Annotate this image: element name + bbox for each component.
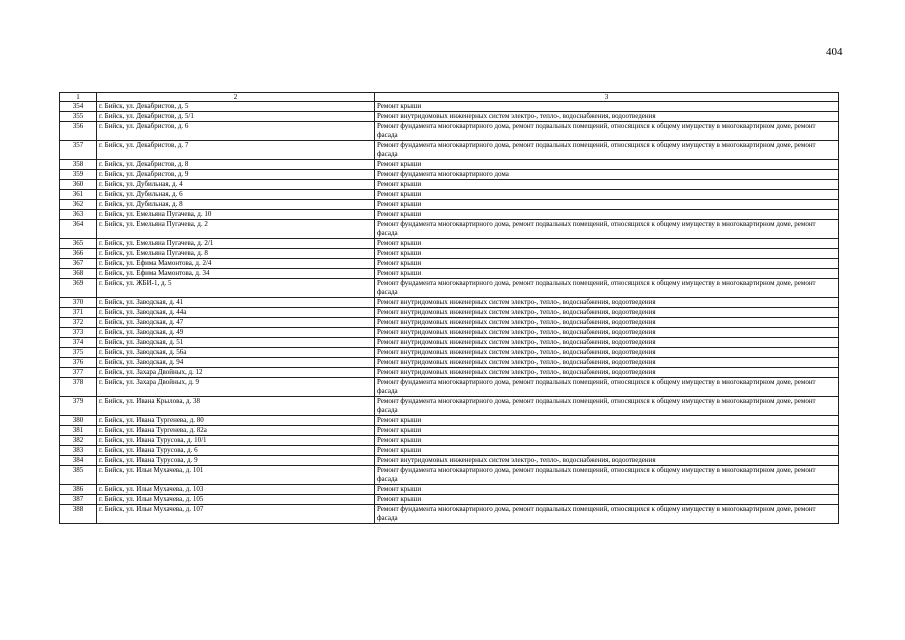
row-address: г. Бийск, ул. Дубильная, д. 4 — [97, 180, 375, 190]
row-number: 371 — [60, 308, 97, 318]
row-work-type: Ремонт крыши — [375, 416, 839, 426]
row-number: 379 — [60, 397, 97, 416]
row-address: г. Бийск, ул. Емельяна Пугачева, д. 8 — [97, 249, 375, 259]
table-row — [60, 338, 839, 348]
row-number: 363 — [60, 210, 97, 220]
row-address: г. Бийск, ул. Заводская, д. 49 — [97, 328, 375, 338]
row-number: 370 — [60, 298, 97, 308]
row-address: г. Бийск, ул. Емельяна Пугачева, д. 2 — [97, 220, 375, 239]
row-address: г. Бийск, ул. Ивана Тургенева, д. 82а — [97, 426, 375, 436]
row-number: 359 — [60, 170, 97, 180]
row-address: г. Бийск, ул. Декабристов, д. 5/1 — [97, 112, 375, 122]
table-row — [60, 141, 839, 160]
row-work-type: Ремонт крыши — [375, 269, 839, 279]
row-number: 357 — [60, 141, 97, 160]
row-work-type: Ремонт крыши — [375, 239, 839, 249]
row-address: г. Бийск, ул. Ильи Мухачева, д. 101 — [97, 466, 375, 485]
table-row — [60, 328, 839, 338]
table-row — [60, 436, 839, 446]
row-work-type: Ремонт внутридомовых инженерных систем электро-, тепло-, водоснабжения, водоотведения — [375, 338, 839, 348]
row-number: 369 — [60, 279, 97, 298]
row-address: г. Бийск, ул. Ивана Турусова, д. 6 — [97, 446, 375, 456]
row-number: 377 — [60, 368, 97, 378]
row-work-type: Ремонт внутридомовых инженерных систем электро-, тепло-, водоснабжения, водоотведения — [375, 348, 839, 358]
row-address: г. Бийск, ул. Ивана Тургенева, д. 80 — [97, 416, 375, 426]
table-row — [60, 112, 839, 122]
row-address: г. Бийск, ул. Ильи Мухачева, д. 105 — [97, 495, 375, 505]
header-row — [60, 93, 839, 102]
row-number: 386 — [60, 485, 97, 495]
row-work-type: Ремонт внутридомовых инженерных систем электро-, тепло-, водоснабжения, водоотведения — [375, 328, 839, 338]
row-number: 365 — [60, 239, 97, 249]
row-number: 354 — [60, 102, 97, 112]
row-number: 374 — [60, 338, 97, 348]
row-address: г. Бийск, ул. Заводская, д. 47 — [97, 318, 375, 328]
table-body — [60, 102, 839, 524]
table-row — [60, 298, 839, 308]
row-work-type: Ремонт крыши — [375, 436, 839, 446]
row-address: г. Бийск, ул. Декабристов, д. 9 — [97, 170, 375, 180]
row-work-type: Ремонт крыши — [375, 210, 839, 220]
row-work-type: Ремонт крыши — [375, 426, 839, 436]
row-address: г. Бийск, ул. Декабристов, д. 8 — [97, 160, 375, 170]
table-row — [60, 426, 839, 436]
row-number: 384 — [60, 456, 97, 466]
row-number: 360 — [60, 180, 97, 190]
table-row — [60, 378, 839, 397]
table-row — [60, 122, 839, 141]
table-row — [60, 308, 839, 318]
row-number: 361 — [60, 190, 97, 200]
row-work-type: Ремонт внутридомовых инженерных систем электро-, тепло-, водоснабжения, водоотведения — [375, 358, 839, 368]
row-work-type: Ремонт крыши — [375, 200, 839, 210]
row-number: 362 — [60, 200, 97, 210]
row-work-type: Ремонт фундамента многоквартирного дома, ремонт подвальных помещений, относящихся к общему имуществу в многоквартирном доме, ремонт фасада — [375, 397, 839, 416]
row-number: 381 — [60, 426, 97, 436]
table-row — [60, 190, 839, 200]
table-row — [60, 200, 839, 210]
table-row — [60, 466, 839, 485]
table-row — [60, 170, 839, 180]
row-address: г. Бийск, ул. Ильи Мухачева, д. 103 — [97, 485, 375, 495]
row-work-type: Ремонт крыши — [375, 446, 839, 456]
page-number: 404 — [826, 46, 843, 58]
row-address: г. Бийск, ул. Декабристов, д. 5 — [97, 102, 375, 112]
header-col-3: 3 — [375, 93, 839, 102]
row-address: г. Бийск, ул. Заводская, д. 94 — [97, 358, 375, 368]
header-col-2: 2 — [97, 93, 375, 102]
row-work-type: Ремонт крыши — [375, 160, 839, 170]
table-row — [60, 416, 839, 426]
row-number: 364 — [60, 220, 97, 239]
row-address: г. Бийск, ул. Дубильная, д. 8 — [97, 200, 375, 210]
row-work-type: Ремонт крыши — [375, 495, 839, 505]
row-work-type: Ремонт крыши — [375, 180, 839, 190]
row-work-type: Ремонт фундамента многоквартирного дома, ремонт подвальных помещений, относящихся к общему имуществу в многоквартирном доме, ремонт фасада — [375, 122, 839, 141]
row-number: 387 — [60, 495, 97, 505]
row-number: 383 — [60, 446, 97, 456]
row-work-type: Ремонт фундамента многоквартирного дома, ремонт подвальных помещений, относящихся к общему имуществу в многоквартирном доме, ремонт фасада — [375, 141, 839, 160]
row-address: г. Бийск, ул. Заводская, д. 56а — [97, 348, 375, 358]
row-address: г. Бийск, ул. Декабристов, д. 7 — [97, 141, 375, 160]
row-number: 356 — [60, 122, 97, 141]
row-number: 367 — [60, 259, 97, 269]
row-work-type: Ремонт фундамента многоквартирного дома, ремонт подвальных помещений, относящихся к общему имуществу в многоквартирном доме, ремонт фасада — [375, 466, 839, 485]
row-address: г. Бийск, ул. Ивана Турусова, д. 9 — [97, 456, 375, 466]
row-work-type: Ремонт внутридомовых инженерных систем электро-, тепло-, водоснабжения, водоотведения — [375, 368, 839, 378]
table-row — [60, 259, 839, 269]
row-address: г. Бийск, ул. Заводская, д. 41 — [97, 298, 375, 308]
table-row — [60, 279, 839, 298]
row-address: г. Бийск, ул. Заводская, д. 44а — [97, 308, 375, 318]
repair-table — [59, 92, 839, 524]
row-number: 372 — [60, 318, 97, 328]
row-work-type: Ремонт внутридомовых инженерных систем электро-, тепло-, водоснабжения, водоотведения — [375, 298, 839, 308]
table-row — [60, 456, 839, 466]
row-number: 355 — [60, 112, 97, 122]
table-row — [60, 485, 839, 495]
table-row — [60, 397, 839, 416]
table-row — [60, 249, 839, 259]
row-number: 378 — [60, 378, 97, 397]
row-address: г. Бийск, ул. Заводская, д. 51 — [97, 338, 375, 348]
row-work-type: Ремонт фундамента многоквартирного дома — [375, 170, 839, 180]
header-col-1: 1 — [60, 93, 97, 102]
table-row — [60, 269, 839, 279]
table-row — [60, 368, 839, 378]
table-row — [60, 446, 839, 456]
row-address: г. Бийск, ул. Ефима Мамонтова, д. 34 — [97, 269, 375, 279]
row-number: 366 — [60, 249, 97, 259]
row-number: 388 — [60, 505, 97, 524]
table-row — [60, 505, 839, 524]
row-number: 358 — [60, 160, 97, 170]
row-work-type: Ремонт крыши — [375, 259, 839, 269]
row-work-type: Ремонт крыши — [375, 190, 839, 200]
row-address: г. Бийск, ул. Ивана Крылова, д. 38 — [97, 397, 375, 416]
row-number: 380 — [60, 416, 97, 426]
row-address: г. Бийск, ул. Емельяна Пугачева, д. 2/1 — [97, 239, 375, 249]
row-work-type: Ремонт крыши — [375, 249, 839, 259]
row-address: г. Бийск, ул. Захара Двойных, д. 9 — [97, 378, 375, 397]
table-row — [60, 358, 839, 368]
row-work-type: Ремонт фундамента многоквартирного дома, ремонт подвальных помещений, относящихся к общему имуществу в многоквартирном доме, ремонт фасада — [375, 279, 839, 298]
table-row — [60, 102, 839, 112]
row-address: г. Бийск, ул. Ивана Турусова, д. 10/1 — [97, 436, 375, 446]
row-work-type: Ремонт крыши — [375, 102, 839, 112]
table-row — [60, 239, 839, 249]
row-number: 368 — [60, 269, 97, 279]
row-number: 376 — [60, 358, 97, 368]
row-address: г. Бийск, ул. Ильи Мухачева, д. 107 — [97, 505, 375, 524]
row-work-type: Ремонт внутридомовых инженерных систем электро-, тепло-, водоснабжения, водоотведения — [375, 318, 839, 328]
row-number: 375 — [60, 348, 97, 358]
row-work-type: Ремонт внутридомовых инженерных систем электро-, тепло-, водоснабжения, водоотведения — [375, 112, 839, 122]
table-row — [60, 220, 839, 239]
table-row — [60, 495, 839, 505]
row-work-type: Ремонт внутридомовых инженерных систем электро-, тепло-, водоснабжения, водоотведения — [375, 456, 839, 466]
table-row — [60, 180, 839, 190]
row-number: 382 — [60, 436, 97, 446]
row-address: г. Бийск, ул. Декабристов, д. 6 — [97, 122, 375, 141]
row-number: 373 — [60, 328, 97, 338]
row-address: г. Бийск, ул. Ефима Мамонтова, д. 2/4 — [97, 259, 375, 269]
row-address: г. Бийск, ул. Дубильная, д. 6 — [97, 190, 375, 200]
row-address: г. Бийск, ул. ЖБИ-1, д. 5 — [97, 279, 375, 298]
row-work-type: Ремонт фундамента многоквартирного дома, ремонт подвальных помещений, относящихся к общему имуществу в многоквартирном доме, ремонт фасада — [375, 220, 839, 239]
row-work-type: Ремонт фундамента многоквартирного дома, ремонт подвальных помещений, относящихся к общему имуществу в многоквартирном доме, ремонт фасада — [375, 505, 839, 524]
table-row — [60, 348, 839, 358]
table-row — [60, 210, 839, 220]
row-address: г. Бийск, ул. Емельяна Пугачева, д. 10 — [97, 210, 375, 220]
table-row — [60, 160, 839, 170]
row-work-type: Ремонт крыши — [375, 485, 839, 495]
row-address: г. Бийск, ул. Захара Двойных, д. 12 — [97, 368, 375, 378]
row-number: 385 — [60, 466, 97, 485]
row-work-type: Ремонт внутридомовых инженерных систем электро-, тепло-, водоснабжения, водоотведения — [375, 308, 839, 318]
table-row — [60, 318, 839, 328]
row-work-type: Ремонт фундамента многоквартирного дома, ремонт подвальных помещений, относящихся к общему имуществу в многоквартирном доме, ремонт фасада — [375, 378, 839, 397]
